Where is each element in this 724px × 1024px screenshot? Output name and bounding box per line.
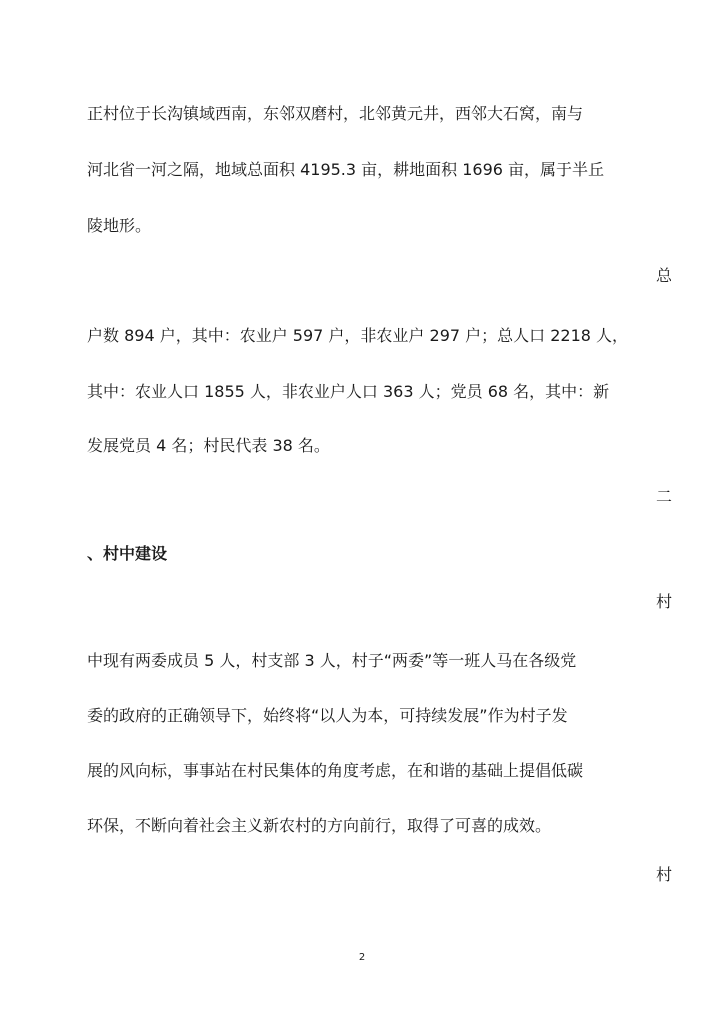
paragraph-start-char: 村 (655, 865, 672, 884)
paragraph-line: 其中：农业人口 1855 人，非农业户人口 363 人；党员 68 名，其中：新 (87, 382, 610, 401)
section-number: 二 (655, 487, 672, 506)
page-number: 2 (358, 952, 366, 963)
paragraph-start-char: 村 (655, 592, 672, 611)
paragraph-line: 发展党员 4 名；村民代表 38 名。 (87, 436, 330, 455)
paragraph-line: 陵地形。 (87, 216, 152, 235)
section-heading: 、村中建设 (87, 544, 168, 563)
paragraph-line: 环保，不断向着社会主义新农村的方向前行，取得了可喜的成效。 (87, 816, 552, 835)
paragraph-start-char: 总 (655, 266, 672, 285)
paragraph-line: 正村位于长沟镇域西南，东邻双磨村，北邻黄元井，西邻大石窝，南与 (87, 104, 584, 123)
paragraph-line: 户数 894 户，其中：农业户 597 户，非农业户 297 户；总人口 2218 人， (87, 326, 629, 345)
paragraph-line: 中现有两委成员 5 人，村支部 3 人，村子“两委”等一班人马在各级党 (87, 651, 577, 670)
paragraph-line: 委的政府的正确领导下，始终将“以人为本，可持续发展”作为村子发 (87, 706, 568, 725)
paragraph-line: 展的风向标，事事站在村民集体的角度考虑，在和谐的基础上提倡低碳 (87, 761, 584, 780)
paragraph-line: 河北省一河之隔，地域总面积 4195.3 亩，耕地面积 1696 亩，属于半丘 (87, 160, 605, 179)
